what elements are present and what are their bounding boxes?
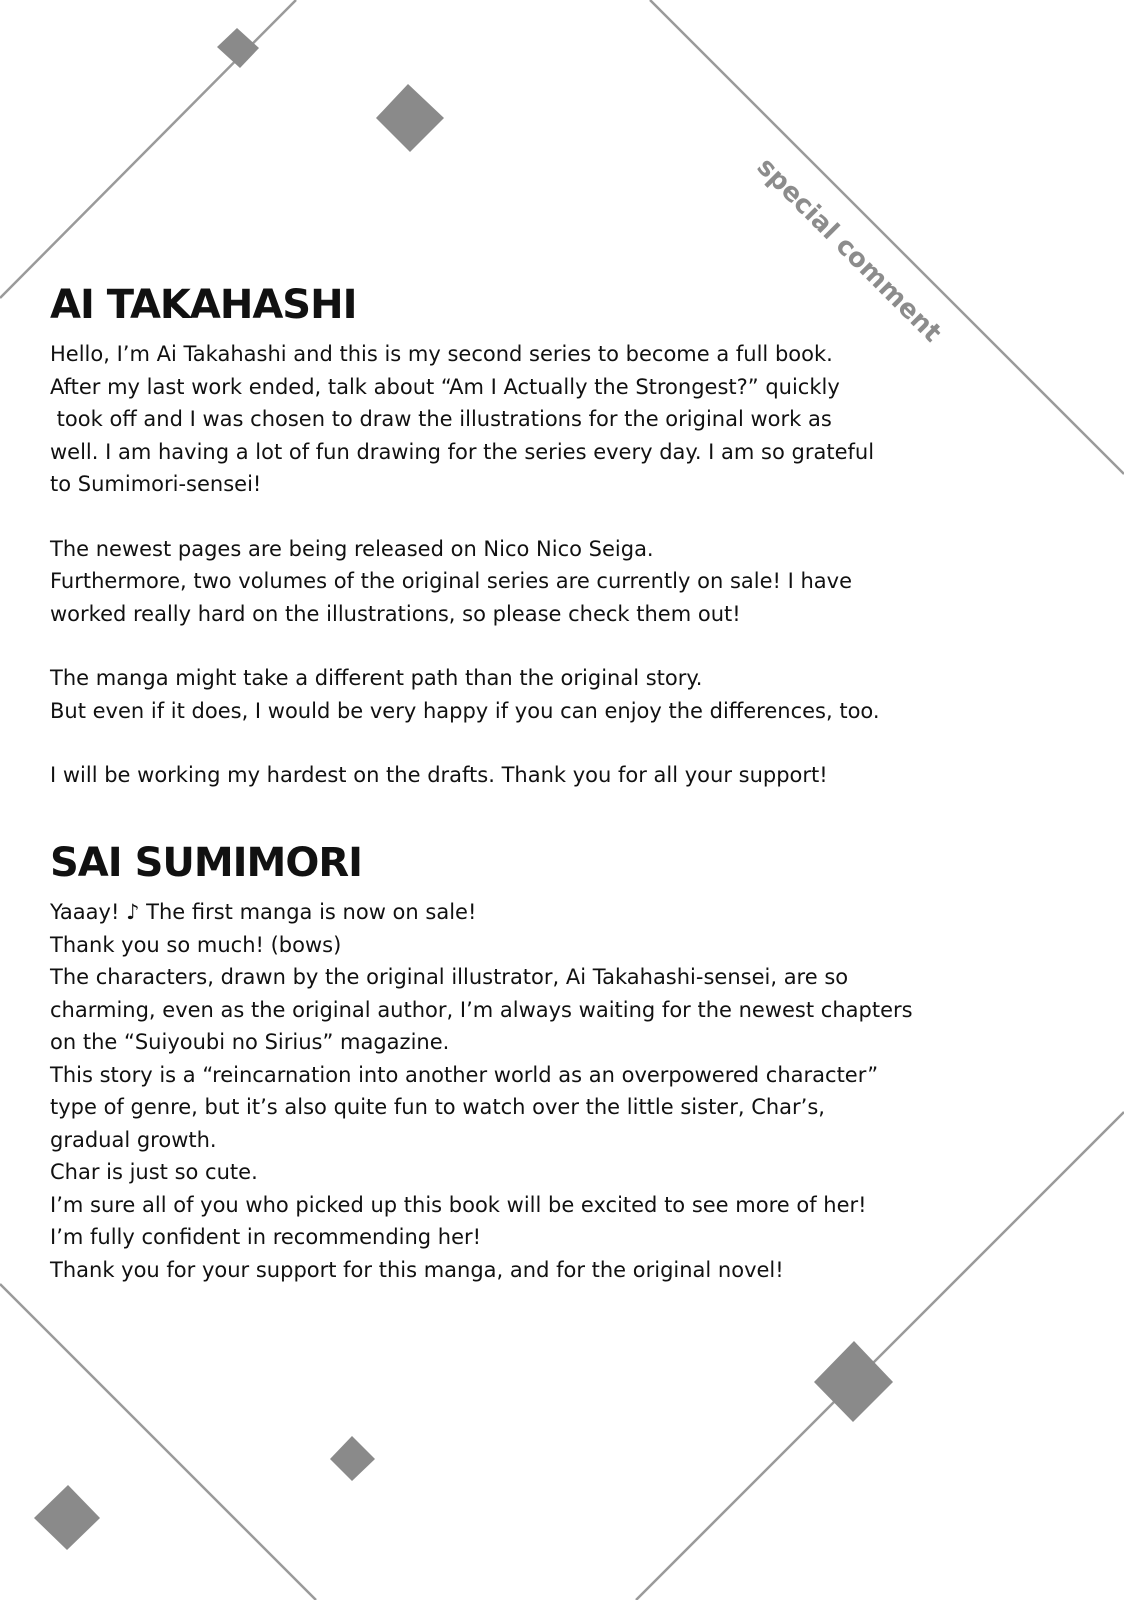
comment-line: I’m fully confident in recommending her! bbox=[50, 1225, 482, 1249]
comment-line: Char is just so cute. bbox=[50, 1160, 258, 1184]
diamond-bottom-small bbox=[330, 1436, 375, 1481]
comment-line: This story is a “reincarnation into another world as an overpowered character” bbox=[50, 1062, 879, 1087]
comment-line: Furthermore, two volumes of the original series are currently on sale! I have bbox=[50, 569, 852, 593]
comment-line: I will be working my hardest on the drafts. Thank you for all your support! bbox=[50, 763, 828, 787]
comment-line: The newest pages are being released on Nico Nico Seiga. bbox=[50, 536, 654, 561]
comment-paragraph bbox=[50, 662, 1050, 727]
comment-line: took off and I was chosen to draw the illustrations for the original work as bbox=[50, 407, 832, 431]
comment-line: Thank you so much! (bows) bbox=[50, 932, 342, 957]
comment-line: The manga might take a different path than the original story. bbox=[50, 666, 703, 690]
comment-paragraph bbox=[50, 759, 1050, 792]
comment-line: But even if it does, I would be very happy if you can enjoy the differences, too. bbox=[50, 698, 880, 723]
diamond-bottom-left bbox=[34, 1485, 100, 1550]
comment-line: Thank you for your support for this manga, and for the original novel! bbox=[50, 1257, 784, 1282]
comment-line: charming, even as the original author, I’m always waiting for the newest chapters bbox=[50, 997, 913, 1022]
diamond-top-small bbox=[217, 28, 259, 68]
comment-line: well. I am having a lot of fun drawing for the series every day. I am so grateful bbox=[50, 439, 875, 464]
comment-line: I’m sure all of you who picked up this book will be excited to see more of her! bbox=[50, 1192, 867, 1217]
comment-line: Yaaay! ♪ The first manga is now on sale! bbox=[50, 900, 477, 924]
comment-line: worked really hard on the illustrations, so please check them out! bbox=[50, 601, 741, 626]
author-comment-ai-takahashi bbox=[50, 282, 1050, 824]
author-name: SAI SUMIMORI bbox=[50, 840, 363, 886]
comment-paragraph bbox=[50, 896, 1050, 1286]
comment-line: type of genre, but it’s also quite fun to watch over the little sister, Char’s, bbox=[50, 1095, 825, 1119]
author-comment-sai-sumimori bbox=[50, 840, 1050, 1318]
author-name: AI TAKAHASHI bbox=[50, 282, 357, 328]
diamond-top-large bbox=[376, 84, 444, 152]
comment-line: to Sumimori-sensei! bbox=[50, 472, 262, 496]
comment-line: The characters, drawn by the original illustrator, Ai Takahashi-sensei, are so bbox=[50, 965, 849, 989]
comment-line: After my last work ended, talk about “Am I Actually the Strongest?” quickly bbox=[50, 374, 840, 399]
special-comment-label: special comment bbox=[750, 152, 948, 349]
comment-line: Hello, I’m Ai Takahashi and this is my second series to become a full book. bbox=[50, 342, 833, 366]
comment-line: gradual growth. bbox=[50, 1127, 217, 1152]
frame-line-bottom-left bbox=[0, 1284, 316, 1600]
comment-line: on the “Suiyoubi no Sirius” magazine. bbox=[50, 1030, 450, 1054]
comment-paragraph bbox=[50, 338, 1050, 501]
comment-paragraph bbox=[50, 533, 1050, 631]
